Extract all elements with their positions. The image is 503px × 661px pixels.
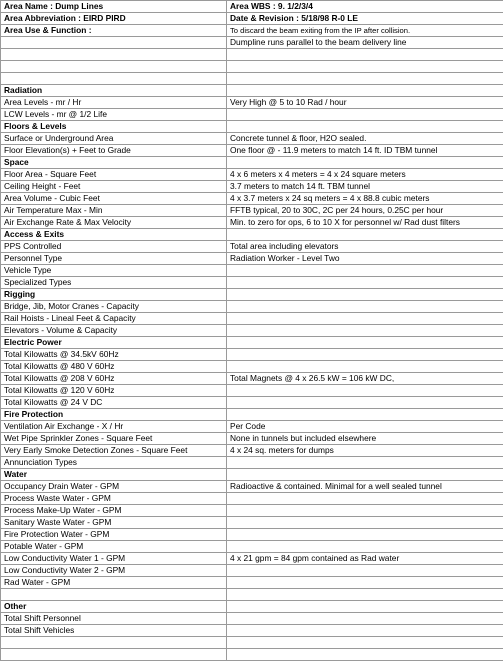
function-line-1-cell[interactable]: To discard the beam exiting from the IP after collision.: [227, 25, 503, 37]
row-value-cell[interactable]: [227, 505, 503, 517]
area-use-function-cell[interactable]: Area Use & Function :: [1, 25, 227, 37]
function-row-2: [1, 37, 503, 49]
table-row: [1, 145, 503, 157]
row-value-cell[interactable]: Per Code: [227, 421, 503, 433]
row-label-cell[interactable]: Annunciation Types: [1, 457, 227, 469]
spacer-row: [1, 637, 503, 649]
table-row: [1, 361, 503, 373]
section-title[interactable]: Fire Protection: [1, 409, 227, 421]
table-row: [1, 373, 503, 385]
row-value-cell[interactable]: [227, 565, 503, 577]
table-row: [1, 217, 503, 229]
row-value-cell[interactable]: [227, 613, 503, 625]
row-value-cell[interactable]: Concrete tunnel & floor, H2O sealed.: [227, 133, 503, 145]
section-title[interactable]: Access & Exits: [1, 229, 227, 241]
section-header-space: [1, 157, 503, 169]
row-label-cell[interactable]: Total Kilowatts @ 480 V 60Hz: [1, 361, 227, 373]
row-label-cell[interactable]: Air Temperature Max - Min: [1, 205, 227, 217]
row-value-cell[interactable]: [227, 529, 503, 541]
section-header-other: [1, 601, 503, 613]
blank-cell[interactable]: [227, 637, 503, 649]
table-row: [1, 565, 503, 577]
row-value-cell[interactable]: [227, 265, 503, 277]
table-row: [1, 313, 503, 325]
table-row: [1, 445, 503, 457]
row-label-cell[interactable]: Process Make-Up Water - GPM: [1, 505, 227, 517]
table-row: [1, 517, 503, 529]
table-row: [1, 577, 503, 589]
row-value-cell[interactable]: None in tunnels but included elsewhere: [227, 433, 503, 445]
row-label-cell[interactable]: Personnel Type: [1, 253, 227, 265]
row-value-cell[interactable]: [227, 625, 503, 637]
area-abbreviation-cell[interactable]: Area Abbreviation : EIRD PIRD: [1, 13, 227, 25]
table-row: [1, 181, 503, 193]
row-label-cell[interactable]: Total Kilowatts @ 34.5kV 60Hz: [1, 349, 227, 361]
blank-cell[interactable]: [227, 157, 503, 169]
row-label-cell[interactable]: Surface or Underground Area: [1, 133, 227, 145]
table-row: [1, 301, 503, 313]
table-row: [1, 553, 503, 565]
blank-cell[interactable]: [1, 589, 227, 601]
blank-cell[interactable]: [1, 49, 227, 61]
blank-cell[interactable]: [227, 469, 503, 481]
table-row: [1, 433, 503, 445]
section-title[interactable]: Water: [1, 469, 227, 481]
row-label-cell[interactable]: LCW Levels - mr @ 1/2 Life: [1, 109, 227, 121]
row-label-cell[interactable]: PPS Controlled: [1, 241, 227, 253]
row-value-cell[interactable]: [227, 385, 503, 397]
blank-cell[interactable]: [227, 289, 503, 301]
blank-cell[interactable]: [227, 601, 503, 613]
row-label-cell[interactable]: Rail Hoists - Lineal Feet & Capacity: [1, 313, 227, 325]
row-value-cell[interactable]: FFTB typical, 20 to 30C, 2C per 24 hours, 0.25C per hour: [227, 205, 503, 217]
row-label-cell[interactable]: Ceiling Height - Feet: [1, 181, 227, 193]
row-value-cell[interactable]: [227, 577, 503, 589]
row-label-cell[interactable]: Floor Area - Square Feet: [1, 169, 227, 181]
row-label-cell[interactable]: Area Levels - mr / Hr: [1, 97, 227, 109]
blank-cell[interactable]: [227, 121, 503, 133]
section-title[interactable]: Rigging: [1, 289, 227, 301]
blank-cell[interactable]: [227, 337, 503, 349]
blank-cell[interactable]: [227, 589, 503, 601]
row-value-cell[interactable]: One floor @ - 11.9 meters to match 14 ft. ID TBM tunnel: [227, 145, 503, 157]
table-row: [1, 397, 503, 409]
table-row: [1, 205, 503, 217]
spacer-row: [1, 49, 503, 61]
row-label-cell[interactable]: Process Waste Water - GPM: [1, 493, 227, 505]
table-row: [1, 493, 503, 505]
row-label-cell[interactable]: Floor Elevation(s) + Feet to Grade: [1, 145, 227, 157]
row-label-cell[interactable]: Rad Water - GPM: [1, 577, 227, 589]
row-value-cell[interactable]: 3.7 meters to match 14 ft. TBM tunnel: [227, 181, 503, 193]
section-header-rigging: [1, 289, 503, 301]
section-title[interactable]: Other: [1, 601, 227, 613]
row-value-cell[interactable]: 4 x 21 gpm = 84 gpm contained as Rad water: [227, 553, 503, 565]
blank-cell[interactable]: [227, 85, 503, 97]
row-value-cell[interactable]: [227, 493, 503, 505]
row-value-cell[interactable]: [227, 301, 503, 313]
row-label-cell[interactable]: Total Shift Personnel: [1, 613, 227, 625]
row-value-cell[interactable]: 4 x 3.7 meters x 24 sq meters = 4 x 88.8 cubic meters: [227, 193, 503, 205]
section-title[interactable]: Floors & Levels: [1, 121, 227, 133]
row-value-cell[interactable]: [227, 361, 503, 373]
table-row: [1, 421, 503, 433]
spacer-row: [1, 589, 503, 601]
table-row: [1, 277, 503, 289]
table-row: [1, 613, 503, 625]
row-value-cell[interactable]: 4 x 6 meters x 4 meters = 4 x 24 square meters: [227, 169, 503, 181]
blank-cell[interactable]: [1, 61, 227, 73]
section-header-water: [1, 469, 503, 481]
row-label-cell[interactable]: Total Kilowatts @ 24 V DC: [1, 397, 227, 409]
row-label-cell[interactable]: Vehicle Type: [1, 265, 227, 277]
blank-cell[interactable]: [227, 73, 503, 85]
row-value-cell[interactable]: Total area including elevators: [227, 241, 503, 253]
row-value-cell[interactable]: [227, 277, 503, 289]
table-row: [1, 325, 503, 337]
table-row: [1, 625, 503, 637]
header-row-abbreviation: [1, 13, 503, 25]
row-value-cell[interactable]: Radioactive & contained. Minimal for a well sealed tunnel: [227, 481, 503, 493]
table-row: [1, 133, 503, 145]
table-row: [1, 241, 503, 253]
row-label-cell[interactable]: Total Kilowatts @ 208 V 60Hz: [1, 373, 227, 385]
row-label-cell[interactable]: Specialized Types: [1, 277, 227, 289]
table-row: [1, 109, 503, 121]
row-label-cell[interactable]: Total Kilowatts @ 120 V 60Hz: [1, 385, 227, 397]
blank-cell[interactable]: [1, 637, 227, 649]
row-label-cell[interactable]: Potable Water - GPM: [1, 541, 227, 553]
row-label-cell[interactable]: Bridge, Jib, Motor Cranes - Capacity: [1, 301, 227, 313]
table-row: [1, 193, 503, 205]
header-row-area-name: [1, 1, 503, 13]
row-label-cell[interactable]: Air Exchange Rate & Max Velocity: [1, 217, 227, 229]
table-row: [1, 169, 503, 181]
section-title[interactable]: Electric Power: [1, 337, 227, 349]
row-value-cell[interactable]: 4 x 24 sq. meters for dumps: [227, 445, 503, 457]
sheet-body: [1, 1, 503, 661]
table-row: [1, 385, 503, 397]
row-value-cell[interactable]: [227, 109, 503, 121]
row-label-cell[interactable]: Elevators - Volume & Capacity: [1, 325, 227, 337]
section-header-fire-protection: [1, 409, 503, 421]
row-value-cell[interactable]: Total Magnets @ 4 x 26.5 kW = 106 kW DC,: [227, 373, 503, 385]
row-label-cell[interactable]: Low Conductivity Water 2 - GPM: [1, 565, 227, 577]
row-label-cell[interactable]: Occupancy Drain Water - GPM: [1, 481, 227, 493]
row-value-cell[interactable]: [227, 349, 503, 361]
row-label-cell[interactable]: Very Early Smoke Detection Zones - Square Feet: [1, 445, 227, 457]
section-header-radiation: [1, 85, 503, 97]
table-row: [1, 541, 503, 553]
spacer-row: [1, 61, 503, 73]
row-value-cell[interactable]: Radiation Worker - Level Two: [227, 253, 503, 265]
blank-cell[interactable]: [227, 229, 503, 241]
blank-cell[interactable]: [1, 73, 227, 85]
row-value-cell[interactable]: [227, 397, 503, 409]
table-row: [1, 97, 503, 109]
header-row-use-function: [1, 25, 503, 37]
row-value-cell[interactable]: [227, 457, 503, 469]
row-value-cell[interactable]: Very High @ 5 to 10 Rad / hour: [227, 97, 503, 109]
table-row: [1, 505, 503, 517]
spacer-row: [1, 73, 503, 85]
area-name-cell[interactable]: Area Name : Dump Lines: [1, 1, 227, 13]
row-label-cell[interactable]: Total Shift Vehicles: [1, 625, 227, 637]
blank-cell[interactable]: [1, 37, 227, 49]
table-row: [1, 529, 503, 541]
section-header-electric-power: [1, 337, 503, 349]
row-label-cell[interactable]: Area Volume - Cubic Feet: [1, 193, 227, 205]
table-row: [1, 481, 503, 493]
area-wbs-cell[interactable]: Area WBS : 9. 1/2/3/4: [227, 1, 503, 13]
date-revision-cell[interactable]: Date & Revision : 5/18/98 R-0 LE: [227, 13, 503, 25]
row-value-cell[interactable]: Min. to zero for ops, 6 to 10 X for personnel w/ Rad dust filters: [227, 217, 503, 229]
section-header-access-exits: [1, 229, 503, 241]
blank-cell[interactable]: [227, 49, 503, 61]
blank-cell[interactable]: [227, 409, 503, 421]
row-label-cell[interactable]: Ventilation Air Exchange - X / Hr: [1, 421, 227, 433]
table-row: [1, 253, 503, 265]
row-label-cell[interactable]: Wet Pipe Sprinkler Zones - Square Feet: [1, 433, 227, 445]
row-value-cell[interactable]: [227, 517, 503, 529]
row-label-cell[interactable]: Fire Protection Water - GPM: [1, 529, 227, 541]
section-header-floors-levels: [1, 121, 503, 133]
section-title[interactable]: Radiation: [1, 85, 227, 97]
row-value-cell[interactable]: [227, 541, 503, 553]
row-value-cell[interactable]: [227, 325, 503, 337]
function-line-2-cell[interactable]: Dumpline runs parallel to the beam delivery line: [227, 37, 503, 49]
row-label-cell[interactable]: Low Conductivity Water 1 - GPM: [1, 553, 227, 565]
section-title[interactable]: Space: [1, 157, 227, 169]
blank-cell[interactable]: [227, 61, 503, 73]
row-label-cell[interactable]: Sanitary Waste Water - GPM: [1, 517, 227, 529]
table-row: [1, 457, 503, 469]
row-value-cell[interactable]: [227, 313, 503, 325]
table-row: [1, 265, 503, 277]
table-row: [1, 349, 503, 361]
